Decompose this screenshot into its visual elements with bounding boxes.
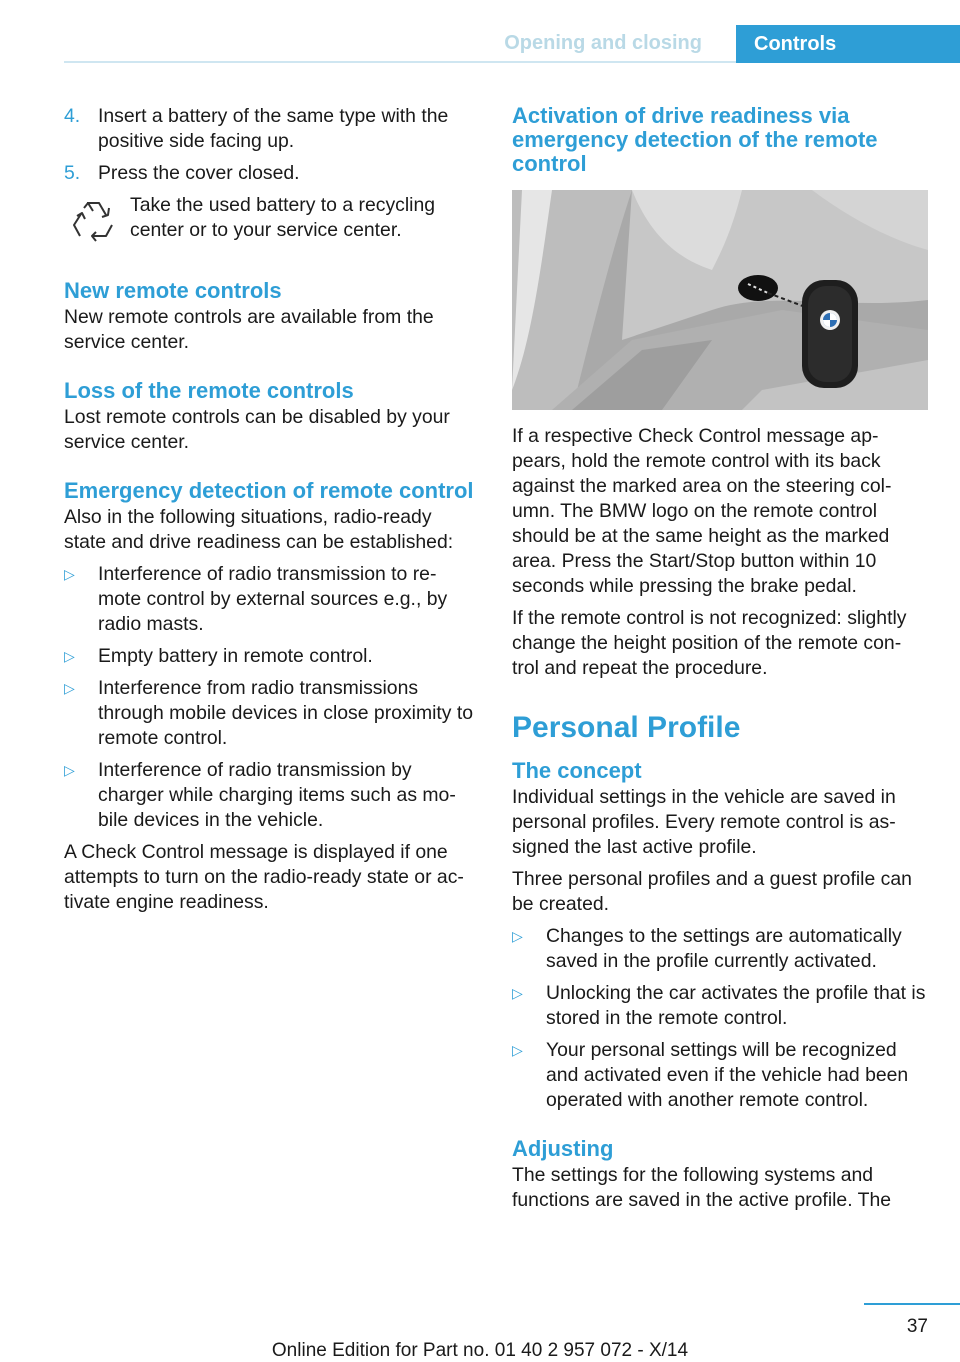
step-4 (64, 104, 476, 154)
footer-rule (864, 1303, 960, 1305)
list-item-text: Interference of radio transmission to re‐mote control by external sources e.g., by radio masts. (98, 563, 448, 635)
list-item-text: Changes to the settings are automatically saved in the profile currently activated. (546, 925, 902, 972)
step-text: Press the cover closed. (98, 162, 300, 184)
list-item-text: Empty battery in remote control. (98, 645, 373, 667)
steering-column-illustration (512, 190, 928, 410)
footer-edition: Online Edition for Part no. 01 40 2 957 072 - X/14 (271, 1340, 689, 1361)
adjusting-text: The settings for the following systems and functions are saved in the active profile. The (512, 1164, 892, 1211)
triangle-bullet-icon: ▷ (64, 680, 75, 696)
heading-new-remote-controls: New remote controls (64, 278, 282, 303)
recycle-icon (66, 195, 120, 249)
left-column (64, 104, 476, 922)
list-item-text: Your personal settings will be recognized and activated even if the vehicle had been operated with another remote control. (546, 1039, 909, 1111)
list-item (64, 758, 476, 833)
loss-remote-controls-text: Lost remote controls can be disabled by your service center. (64, 406, 450, 453)
page-number: 37 (906, 1316, 928, 1337)
step-5 (64, 161, 476, 186)
step-number: 4. (64, 105, 81, 127)
header-tab-controls: Controls (736, 25, 960, 63)
triangle-bullet-icon: ▷ (512, 928, 523, 944)
emergency-outro: A Check Control message is displayed if one attempts to turn on the radio-ready state or ac‐tivate engine readiness. (64, 841, 464, 913)
list-item-text: Interference of radio transmission by charger while charging items such as mo‐bile devices in the vehicle. (98, 759, 456, 831)
triangle-bullet-icon: ▷ (512, 1042, 523, 1058)
recycling-note (64, 193, 476, 255)
heading-loss-remote-controls: Loss of the remote controls (64, 378, 354, 403)
new-remote-controls-text: New remote controls are available from the service center. (64, 306, 434, 353)
list-item-text: Unlocking the car activates the profile that is stored in the remote control. (546, 982, 926, 1029)
list-item (512, 1038, 928, 1113)
triangle-bullet-icon: ▷ (64, 762, 75, 778)
list-item (512, 924, 928, 974)
triangle-bullet-icon: ▷ (64, 566, 75, 582)
header-section-title: Opening and closing (504, 32, 702, 54)
triangle-bullet-icon: ▷ (512, 985, 523, 1001)
list-item (64, 562, 476, 637)
step-number: 5. (64, 162, 81, 184)
heading-personal-profile: Personal Profile (512, 711, 741, 744)
heading-activation-drive-readiness: Activation of drive readiness via emergency detection of the remote control (512, 103, 878, 176)
concept-text-2: Three personal profiles and a guest profile can be created. (512, 868, 912, 915)
heading-adjusting: Adjusting (512, 1136, 614, 1161)
emergency-intro: Also in the following situations, radio-ready state and drive readiness can be established: (64, 506, 454, 553)
list-item (64, 644, 476, 669)
concept-text-1: Individual settings in the vehicle are saved in personal profiles. Every remote control is as‐signed the last active profile. (512, 786, 896, 858)
recycling-note-text: Take the used battery to a recycling center or to your service center. (130, 194, 436, 241)
list-item (64, 676, 476, 751)
triangle-bullet-icon: ▷ (64, 648, 75, 664)
activation-text-1: If a respective Check Control message ap‐pears, hold the remote control with its back against the marked area on the steering col‐umn. The BMW logo on the remote control should be at the same height as the marked area. Press the Start/Stop button within 10 seconds while pressing the brake pedal. (512, 425, 892, 597)
right-column (512, 104, 928, 1220)
list-item (512, 981, 928, 1031)
list-item-text: Interference from radio transmissions through mobile devices in close proximity to remote control. (98, 677, 474, 749)
heading-the-concept: The concept (512, 758, 642, 783)
heading-emergency-detection: Emergency detection of remote control (64, 478, 474, 503)
activation-text-2: If the remote control is not recognized: slightly change the height position of the remote con‐trol and repeat the procedure. (512, 607, 907, 679)
step-text: Insert a battery of the same type with the positive side facing up. (98, 105, 449, 152)
